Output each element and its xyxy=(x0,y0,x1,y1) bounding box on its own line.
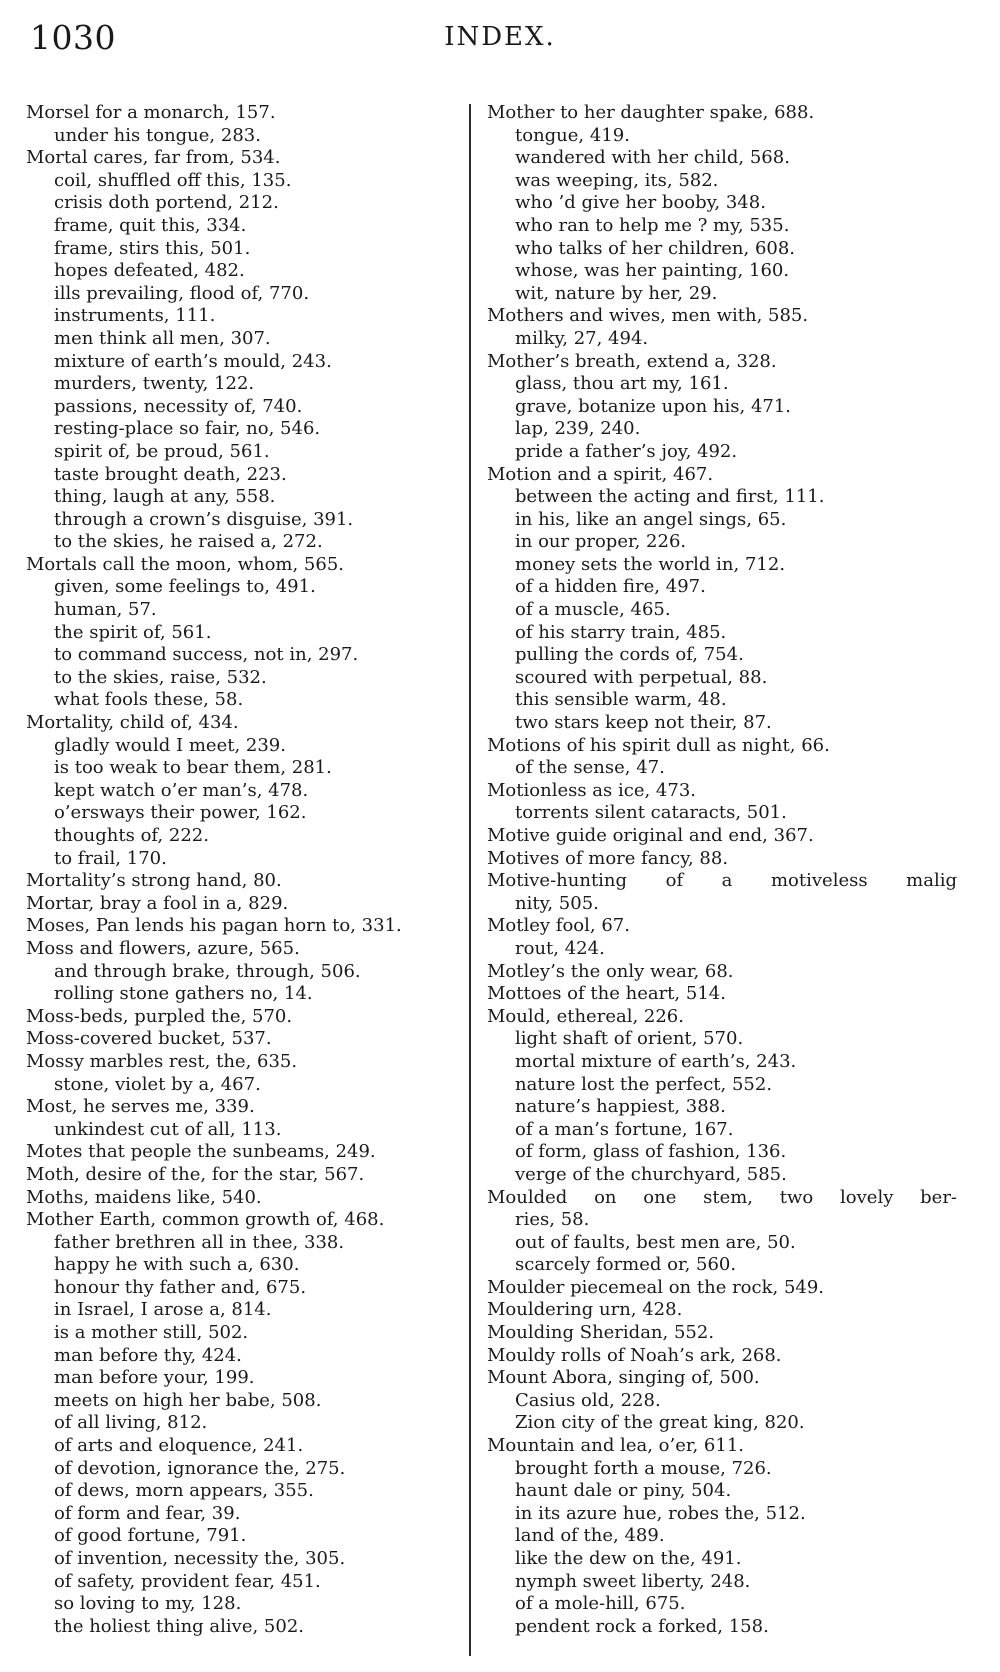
index-sub-entry: taste brought death, 223. xyxy=(54,463,287,485)
index-heading-entry: Mossy marbles rest, the, 635. xyxy=(26,1050,298,1072)
index-sub-entry: in our proper, 226. xyxy=(515,531,687,553)
index-sub-entry: of safety, provident fear, 451. xyxy=(54,1570,321,1592)
index-heading-entry: Motley fool, 67. xyxy=(487,915,630,937)
index-sub-entry: of arts and eloquence, 241. xyxy=(54,1435,304,1457)
index-sub-entry: resting-place so fair, no, 546. xyxy=(54,418,321,440)
index-heading-entry: Mother to her daughter spake, 688. xyxy=(487,102,815,123)
index-heading-entry: Motes that people the sunbeams, 249. xyxy=(26,1141,376,1163)
index-sub-entry: of form, glass of fashion, 136. xyxy=(515,1141,787,1163)
index-heading-entry: Moss-covered bucket, 537. xyxy=(26,1028,272,1050)
index-sub-entry: and through brake, through, 506. xyxy=(54,960,361,982)
index-heading-entry: Most, he serves me, 339. xyxy=(26,1096,255,1118)
index-sub-entry: lap, 239, 240. xyxy=(515,418,641,440)
index-heading-entry: Mouldering urn, 428. xyxy=(487,1299,683,1321)
index-heading-entry: Moulded on one stem, two lovely ber- xyxy=(487,1186,957,1208)
index-sub-entry: was weeping, its, 582. xyxy=(515,169,719,191)
index-sub-entry: of devotion, ignorance the, 275. xyxy=(54,1457,346,1479)
index-heading-entry: Mother’s breath, extend a, 328. xyxy=(487,350,777,372)
index-sub-entry: Zion city of the great king, 820. xyxy=(515,1412,805,1434)
index-sub-entry: milky, 27, 494. xyxy=(515,327,649,349)
index-heading-entry: Mottoes of the heart, 514. xyxy=(487,983,726,1005)
index-sub-entry: pulling the cords of, 754. xyxy=(515,644,744,666)
index-sub-entry: nature’s happiest, 388. xyxy=(515,1096,726,1118)
index-sub-entry: man before thy, 424. xyxy=(54,1344,242,1366)
index-sub-entry: whose, was her painting, 160. xyxy=(515,260,790,282)
index-sub-entry: in Israel, I arose a, 814. xyxy=(54,1299,272,1321)
index-sub-entry: human, 57. xyxy=(54,599,157,621)
index-sub-entry: rout, 424. xyxy=(515,937,605,959)
index-sub-entry: o’ersways their power, 162. xyxy=(54,802,307,824)
index-heading-entry: Motive-hunting of a motiveless malig xyxy=(487,870,957,892)
index-heading-entry: Motions of his spirit dull as night, 66. xyxy=(487,734,830,756)
index-sub-entry: scoured with perpetual, 88. xyxy=(515,666,768,688)
index-heading-entry: Mortality’s strong hand, 80. xyxy=(26,870,282,892)
index-entry-continuation: nity, 505. xyxy=(515,892,599,914)
index-entry-continuation: ries, 58. xyxy=(515,1209,590,1231)
index-sub-entry: ills prevailing, flood of, 770. xyxy=(54,282,310,304)
index-sub-entry: of a man’s fortune, 167. xyxy=(515,1118,734,1140)
index-sub-entry: happy he with such a, 630. xyxy=(54,1254,300,1276)
index-sub-entry: frame, stirs this, 501. xyxy=(54,237,251,259)
index-sub-entry: crisis doth portend, 212. xyxy=(54,192,279,214)
index-sub-entry: pride a father’s joy, 492. xyxy=(515,440,738,462)
index-sub-entry: two stars keep not their, 87. xyxy=(515,712,772,734)
index-sub-entry: nymph sweet liberty, 248. xyxy=(515,1570,751,1592)
index-sub-entry: Casius old, 228. xyxy=(515,1389,661,1411)
index-sub-entry: wit, nature by her, 29. xyxy=(515,282,718,304)
index-sub-entry: murders, twenty, 122. xyxy=(54,373,255,395)
index-sub-entry: hopes defeated, 482. xyxy=(54,260,245,282)
index-sub-entry: thoughts of, 222. xyxy=(54,825,209,846)
index-sub-entry: under his tongue, 283. xyxy=(54,124,261,146)
index-sub-entry: mortal mixture of earth’s, 243. xyxy=(515,1050,797,1072)
index-heading-entry: Moss-beds, purpled the, 570. xyxy=(26,1005,293,1027)
index-sub-entry: of a muscle, 465. xyxy=(515,599,671,621)
index-sub-entry: grave, botanize upon his, 471. xyxy=(515,395,792,417)
index-sub-entry: to command success, not in, 297. xyxy=(54,644,359,666)
index-sub-entry: torrents silent cataracts, 501. xyxy=(515,802,787,824)
index-sub-entry: given, some feelings to, 491. xyxy=(54,576,316,598)
index-sub-entry: tongue, 419. xyxy=(515,124,630,146)
index-sub-entry: of all living, 812. xyxy=(54,1412,208,1434)
index-sub-entry: what fools these, 58. xyxy=(54,689,244,711)
index-heading-entry: Mothers and wives, men with, 585. xyxy=(487,305,809,327)
index-sub-entry: nature lost the perfect, 552. xyxy=(515,1073,773,1095)
index-sub-entry: unkindest cut of all, 113. xyxy=(54,1118,282,1140)
index-heading-entry: Mortar, bray a fool in a, 829. xyxy=(26,892,289,914)
index-heading-entry: Mortal cares, far from, 534. xyxy=(26,147,281,169)
index-sub-entry: passions, necessity of, 740. xyxy=(54,395,303,417)
column-divider xyxy=(469,104,471,1656)
index-sub-entry: scarcely formed or, 560. xyxy=(515,1254,737,1276)
index-heading-entry: Mount Abora, singing of, 500. xyxy=(487,1367,760,1389)
index-sub-entry: of his starry train, 485. xyxy=(515,621,727,643)
index-heading-entry: Mother Earth, common growth of, 468. xyxy=(26,1209,385,1231)
index-heading-entry: Mountain and lea, o’er, 611. xyxy=(487,1435,745,1457)
index-sub-entry: the holiest thing alive, 502. xyxy=(54,1615,304,1637)
index-sub-entry: who ’d give her booby, 348. xyxy=(515,192,766,214)
index-heading-entry: Moth, desire of the, for the star, 567. xyxy=(26,1163,365,1185)
index-sub-entry: spirit of, be proud, 561. xyxy=(54,440,270,462)
index-sub-entry: kept watch o’er man’s, 478. xyxy=(54,779,309,801)
index-sub-entry: mixture of earth’s mould, 243. xyxy=(54,350,332,372)
index-sub-entry: to the skies, he raised a, 272. xyxy=(54,531,323,553)
index-sub-entry: so loving to my, 128. xyxy=(54,1593,242,1615)
index-heading-entry: Mortals call the moon, whom, 565. xyxy=(26,553,345,575)
index-sub-entry: who talks of her children, 608. xyxy=(515,237,796,259)
index-heading-entry: Moss and flowers, azure, 565. xyxy=(26,937,300,959)
index-sub-entry: who ran to help me ? my, 535. xyxy=(515,214,790,236)
index-column-right xyxy=(487,102,957,1638)
index-sub-entry: the spirit of, 561. xyxy=(54,621,212,643)
index-sub-entry: this sensible warm, 48. xyxy=(515,689,727,711)
index-sub-entry: stone, violet by a, 467. xyxy=(54,1073,261,1095)
index-sub-entry: man before your, 199. xyxy=(54,1367,255,1389)
index-sub-entry: of invention, necessity the, 305. xyxy=(54,1548,346,1569)
index-sub-entry: rolling stone gathers no, 14. xyxy=(54,983,313,1005)
index-sub-entry: verge of the churchyard, 585. xyxy=(515,1163,787,1185)
index-heading-entry: Motionless as ice, 473. xyxy=(487,779,696,801)
index-sub-entry: haunt dale or piny, 504. xyxy=(515,1480,732,1502)
index-sub-entry: through a crown’s disguise, 391. xyxy=(54,508,354,530)
index-sub-entry: land of the, 489. xyxy=(515,1525,665,1547)
index-sub-entry: out of faults, best men are, 50. xyxy=(515,1231,796,1253)
index-sub-entry: coil, shuffled off this, 135. xyxy=(54,169,292,191)
index-sub-entry: of good fortune, 791. xyxy=(54,1525,247,1547)
index-sub-entry: instruments, 111. xyxy=(54,305,216,327)
index-sub-entry: like the dew on the, 491. xyxy=(515,1548,742,1569)
index-sub-entry: gladly would I meet, 239. xyxy=(54,734,286,756)
page-title: INDEX. xyxy=(444,22,556,52)
index-heading-entry: Moses, Pan lends his pagan horn to, 331. xyxy=(26,915,402,937)
index-sub-entry: pendent rock a forked, 158. xyxy=(515,1615,769,1637)
index-sub-entry: meets on high her babe, 508. xyxy=(54,1389,322,1411)
index-heading-entry: Motion and a spirit, 467. xyxy=(487,463,714,485)
index-sub-entry: glass, thou art my, 161. xyxy=(515,373,729,395)
index-sub-entry: light shaft of orient, 570. xyxy=(515,1028,744,1050)
index-sub-entry: is a mother still, 502. xyxy=(54,1322,249,1344)
index-sub-entry: in its azure hue, robes the, 512. xyxy=(515,1502,806,1524)
index-sub-entry: wandered with her child, 568. xyxy=(515,147,790,169)
index-heading-entry: Moulder piecemeal on the rock, 549. xyxy=(487,1276,825,1298)
index-sub-entry: brought forth a mouse, 726. xyxy=(515,1457,772,1479)
page-number: 1030 xyxy=(30,18,116,57)
index-sub-entry: frame, quit this, 334. xyxy=(54,214,247,236)
index-heading-entry: Motives of more fancy, 88. xyxy=(487,847,729,869)
index-sub-entry: of a hidden fire, 497. xyxy=(515,576,706,598)
index-sub-entry: is too weak to bear them, 281. xyxy=(54,757,332,779)
index-sub-entry: to frail, 170. xyxy=(54,847,167,869)
index-sub-entry: money sets the world in, 712. xyxy=(515,553,786,575)
index-heading-entry: Mouldy rolls of Noah’s ark, 268. xyxy=(487,1344,782,1366)
index-sub-entry: men think all men, 307. xyxy=(54,327,271,349)
index-sub-entry: to the skies, raise, 532. xyxy=(54,666,267,688)
index-sub-entry: between the acting and first, 111. xyxy=(515,486,825,508)
index-sub-entry: of the sense, 47. xyxy=(515,757,665,779)
index-heading-entry: Mould, ethereal, 226. xyxy=(487,1005,684,1027)
index-sub-entry: of form and fear, 39. xyxy=(54,1502,241,1524)
index-sub-entry: of dews, morn appears, 355. xyxy=(54,1480,314,1502)
index-heading-entry: Morsel for a monarch, 157. xyxy=(26,102,276,123)
index-heading-entry: Moulding Sheridan, 552. xyxy=(487,1322,715,1344)
index-heading-entry: Mortality, child of, 434. xyxy=(26,712,239,734)
index-heading-entry: Moths, maidens like, 540. xyxy=(26,1186,262,1208)
index-column-left xyxy=(26,102,466,1638)
index-sub-entry: in his, like an angel sings, 65. xyxy=(515,508,787,530)
index-sub-entry: honour thy father and, 675. xyxy=(54,1276,307,1298)
index-sub-entry: father brethren all in thee, 338. xyxy=(54,1231,345,1253)
index-heading-entry: Motley’s the only wear, 68. xyxy=(487,960,734,982)
index-sub-entry: of a mole-hill, 675. xyxy=(515,1593,686,1615)
index-sub-entry: thing, laugh at any, 558. xyxy=(54,486,276,508)
index-heading-entry: Motive guide original and end, 367. xyxy=(487,825,814,846)
